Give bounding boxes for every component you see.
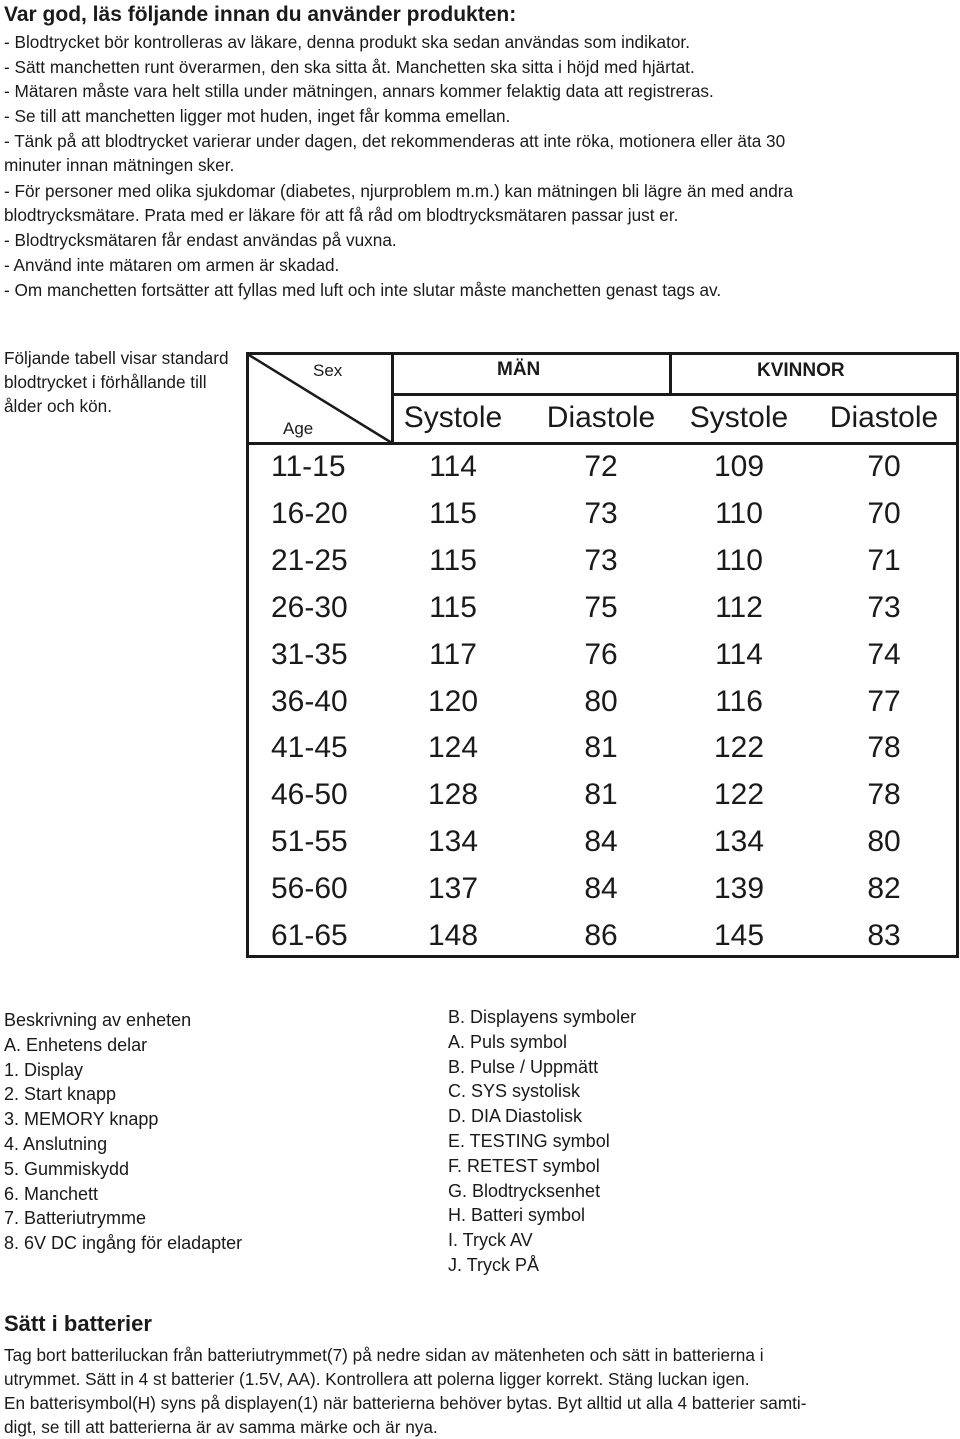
instruction-line: - Tänk på att blodtrycket varierar under dagen, det rekommenderas att inte röka, motionera eller äta 30 — [4, 131, 786, 151]
battery-text-line: En batterisymbol(H) syns på displayen(1) när batterierna behöver bytas. Byt alltid ut alla 4 batterier samti- — [4, 1393, 807, 1413]
battery-text-line: Tag bort batteriluckan från batteriutrymmet(7) på nedre sidan av mätenheten och sätt in batterierna i — [4, 1345, 764, 1365]
instruction-line: - Mätaren måste vara helt stilla under mätningen, annars kommer felaktig data att registreras. — [4, 81, 714, 101]
blood-pressure-table — [246, 352, 959, 958]
column-header: Systole — [403, 401, 503, 434]
list-item: E. TESTING symbol — [448, 1130, 610, 1151]
table-cell: 74 — [867, 637, 901, 671]
list-item: 5. Gummiskydd — [4, 1158, 130, 1179]
instruction-line: - För personer med olika sjukdomar (diabetes, njurproblem m.m.) kan mätningen bli lägre än med andra — [4, 181, 794, 201]
instruction-line: - Använd inte mätaren om armen är skadad. — [4, 255, 340, 275]
list-item: D. DIA Diastolisk — [448, 1106, 583, 1127]
list-item: Beskrivning av enheten — [4, 1010, 192, 1030]
age-cell: 46-50 — [271, 778, 348, 812]
group-men: MÄN — [497, 359, 541, 380]
table-cell: 86 — [584, 919, 618, 952]
table-cell: 117 — [429, 637, 477, 671]
list-item: C. SYS systolisk — [448, 1081, 581, 1102]
table-cell: 110 — [715, 496, 763, 530]
table-cell: 76 — [584, 637, 618, 671]
age-cell: 11-15 — [271, 450, 346, 483]
column-header: Diastole — [546, 401, 656, 434]
list-item: 8. 6V DC ingång för eladapter — [4, 1233, 243, 1254]
age-cell: 56-60 — [271, 872, 348, 906]
list-item: 3. MEMORY knapp — [4, 1109, 159, 1130]
list-item: B. Displayens symboler — [448, 1007, 637, 1027]
table-cell: 139 — [713, 872, 765, 906]
table-cell: 116 — [715, 684, 763, 718]
battery-text-line: digt, se till att batterierna är av samma märke och är nya. — [4, 1417, 438, 1437]
table-cell: 83 — [867, 919, 901, 952]
list-item: F. RETEST symbol — [448, 1155, 600, 1176]
age-cell: 21-25 — [271, 543, 348, 577]
battery-text-line: utrymmet. Sätt in 4 st batterier (1.5V, AA). Kontrollera att polerna ligger korrekt. Stäng luckan igen. — [4, 1369, 750, 1389]
instruction-line: - Om manchetten fortsätter att fyllas med luft och inte slutar måste manchetten genast tags av. — [4, 280, 722, 300]
table-cell: 73 — [584, 543, 618, 577]
list-item: 1. Display — [4, 1059, 84, 1080]
battery-section-title: Sätt i batterier — [4, 1311, 152, 1336]
table-cell: 72 — [584, 450, 618, 483]
table-intro: Följande tabell visar standard blodtrycket i förhållande till ålder och kön. — [4, 348, 229, 416]
display-symbols-list — [448, 1005, 636, 1278]
instruction-line: blodtrycksmätare. Prata med er läkare för att få råd om blodtrycksmätaren passar just er. — [4, 205, 679, 225]
list-item: 4. Anslutning — [4, 1133, 108, 1154]
header-divider — [391, 393, 959, 396]
table-cell: 122 — [713, 778, 765, 812]
group-women: KVINNOR — [757, 360, 845, 381]
age-cell: 41-45 — [271, 731, 348, 765]
list-item: J. Tryck PÅ — [448, 1254, 540, 1275]
sex-label: Sex — [313, 361, 343, 380]
table-cell: 77 — [867, 684, 901, 718]
list-item: 7. Batteriutrymme — [4, 1208, 147, 1229]
table-cell: 128 — [427, 778, 479, 812]
table-cell: 115 — [429, 496, 477, 530]
table-cell: 109 — [713, 450, 765, 483]
table-cell: 114 — [429, 450, 477, 483]
table-cell: 75 — [584, 590, 618, 624]
list-item: 2. Start knapp — [4, 1084, 117, 1105]
table-cell: 84 — [584, 872, 618, 906]
table-cell: 145 — [713, 919, 765, 952]
table-cell: 122 — [713, 731, 765, 765]
instruction-line: - Blodtrycket bör kontrolleras av läkare, denna produkt ska sedan användas som indikator. — [4, 32, 690, 52]
age-label: Age — [283, 419, 314, 438]
table-cell: 70 — [867, 496, 901, 530]
instruction-line: - Blodtrycksmätaren får endast användas på vuxna. — [4, 230, 397, 250]
table-cell: 115 — [429, 590, 477, 624]
age-cell: 16-20 — [271, 496, 348, 530]
table-cell: 80 — [867, 825, 901, 859]
table-cell: 78 — [867, 731, 901, 765]
instruction-line: - Se till att manchetten ligger mot huden, inget får komma emellan. — [4, 106, 511, 126]
header-divider — [669, 355, 672, 395]
table-cell: 124 — [427, 731, 479, 765]
age-cell: 36-40 — [271, 684, 348, 718]
age-cell: 61-65 — [271, 919, 348, 952]
table-cell: 112 — [715, 590, 763, 624]
table-cell: 134 — [713, 825, 765, 859]
page-heading: Var god, läs följande innan du använder produkten: — [4, 3, 517, 26]
table-cell: 84 — [584, 825, 618, 859]
table-cell: 134 — [427, 825, 479, 859]
instruction-line: minuter innan mätningen sker. — [4, 155, 235, 175]
table-cell: 71 — [867, 543, 901, 577]
age-cell: 26-30 — [271, 590, 348, 624]
table-cell: 78 — [867, 778, 901, 812]
list-item: G. Blodtrycksenhet — [448, 1180, 601, 1201]
table-cell: 81 — [584, 731, 618, 765]
table-cell: 73 — [867, 590, 901, 624]
header-divider — [249, 442, 959, 445]
list-item: A. Enhetens delar — [4, 1034, 148, 1055]
table-cell: 73 — [584, 496, 618, 530]
table-cell: 81 — [584, 778, 618, 812]
list-item: B. Pulse / Uppmätt — [448, 1056, 599, 1077]
table-cell: 148 — [427, 919, 479, 952]
table-cell: 110 — [715, 543, 763, 577]
age-cell: 51-55 — [271, 825, 348, 859]
list-item: H. Batteri symbol — [448, 1205, 586, 1226]
age-cell: 31-35 — [271, 637, 348, 671]
device-parts-list — [4, 1008, 242, 1256]
table-cell: 115 — [429, 543, 477, 577]
list-item: I. Tryck AV — [448, 1230, 533, 1251]
column-header: Systole — [689, 401, 789, 434]
table-cell: 137 — [427, 872, 479, 906]
table-cell: 120 — [427, 684, 479, 718]
table-cell: 70 — [867, 450, 901, 483]
column-header: Diastole — [829, 401, 939, 434]
table-cell: 114 — [715, 637, 763, 671]
table-cell: 82 — [867, 872, 901, 906]
list-item: A. Puls symbol — [448, 1031, 568, 1052]
list-item: 6. Manchett — [4, 1183, 99, 1204]
table-cell: 80 — [584, 684, 618, 718]
instruction-line: - Sätt manchetten runt överarmen, den ska sitta åt. Manchetten ska sitta i höjd med hjärtat. — [4, 57, 695, 77]
